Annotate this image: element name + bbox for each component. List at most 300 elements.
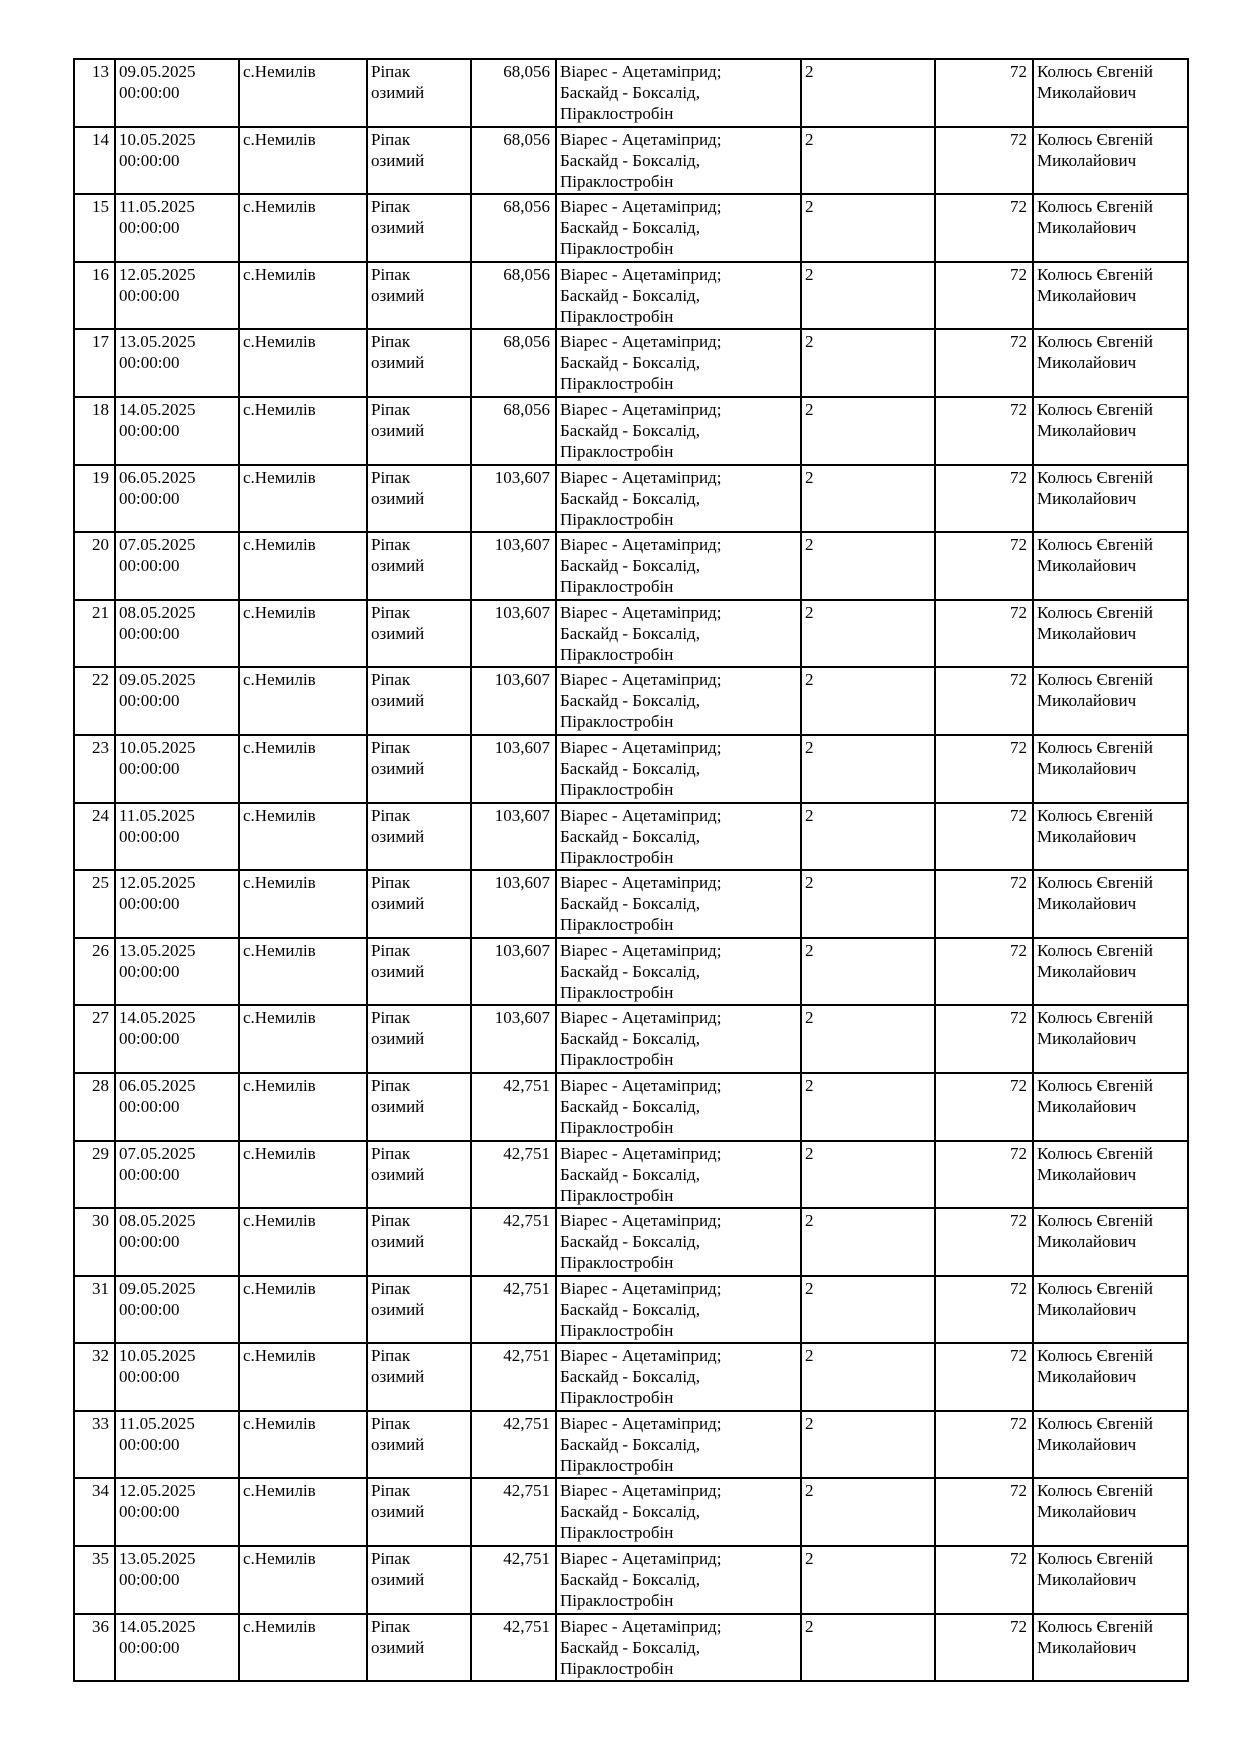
- product-line: Баскайд - Боксалід,: [560, 1096, 700, 1116]
- product-line: Віарес - Ацетаміприд;: [560, 1346, 722, 1366]
- cell-responsible-person: Колюсь Євгеній Миколайович: [1033, 397, 1188, 465]
- table-row: [74, 938, 1188, 1006]
- product-line: Баскайд - Боксалід,: [560, 353, 700, 373]
- product-line: Баскайд - Боксалід,: [560, 1164, 700, 1184]
- cell-responsible-person: Колюсь Євгеній Миколайович: [1033, 938, 1188, 1006]
- table-row: [74, 397, 1188, 465]
- product-line: Віарес - Ацетаміприд;: [560, 1075, 722, 1095]
- table-row: [74, 1411, 1188, 1479]
- product-line: Баскайд - Боксалід,: [560, 1434, 700, 1454]
- table-row: [74, 667, 1188, 735]
- cell-date: 14.05.2025 00:00:00: [115, 397, 239, 465]
- cell-settlement: с.Немилів: [239, 1546, 367, 1614]
- product-line: Віарес - Ацетаміприд;: [560, 1549, 722, 1569]
- product-line: Віарес - Ацетаміприд;: [560, 264, 722, 284]
- cell-quantity: 2: [801, 803, 935, 871]
- cell-responsible-person: Колюсь Євгеній Миколайович: [1033, 1411, 1188, 1479]
- cell-code-value: 72: [935, 465, 1033, 533]
- cell-crop: Ріпак озимий: [367, 127, 471, 195]
- product-line: Баскайд - Боксалід,: [560, 218, 700, 238]
- cell-code-value: 72: [935, 870, 1033, 938]
- cell-row-number: 25: [74, 870, 115, 938]
- cell-crop: Ріпак озимий: [367, 329, 471, 397]
- cell-row-number: 14: [74, 127, 115, 195]
- table-row: [74, 262, 1188, 330]
- product-line: Піраклостробін: [560, 1253, 674, 1273]
- cell-responsible-person: Колюсь Євгеній Миколайович: [1033, 1343, 1188, 1411]
- cell-date: 12.05.2025 00:00:00: [115, 262, 239, 330]
- table-row: [74, 194, 1188, 262]
- table-row: [74, 600, 1188, 668]
- cell-responsible-person: Колюсь Євгеній Миколайович: [1033, 262, 1188, 330]
- product-line: Віарес - Ацетаміприд;: [560, 1616, 722, 1636]
- product-line: Віарес - Ацетаміприд;: [560, 332, 722, 352]
- product-line: Віарес - Ацетаміприд;: [560, 1278, 722, 1298]
- cell-row-number: 29: [74, 1141, 115, 1209]
- cell-settlement: с.Немилів: [239, 397, 367, 465]
- cell-quantity: 2: [801, 1276, 935, 1344]
- cell-date: 09.05.2025 00:00:00: [115, 59, 239, 127]
- spray-log-table: [73, 58, 1189, 1682]
- cell-settlement: с.Немилів: [239, 1478, 367, 1546]
- cell-code-value: 72: [935, 1411, 1033, 1479]
- cell-date: 14.05.2025 00:00:00: [115, 1614, 239, 1682]
- cell-quantity: 2: [801, 59, 935, 127]
- cell-area-value: 68,056: [471, 262, 556, 330]
- cell-area-value: 103,607: [471, 803, 556, 871]
- table-row: [74, 59, 1188, 127]
- cell-area-value: 103,607: [471, 938, 556, 1006]
- cell-responsible-person: Колюсь Євгеній Миколайович: [1033, 1614, 1188, 1682]
- cell-row-number: 18: [74, 397, 115, 465]
- product-line: Баскайд - Боксалід,: [560, 556, 700, 576]
- cell-code-value: 72: [935, 397, 1033, 465]
- cell-products: [556, 397, 801, 465]
- cell-products: [556, 1073, 801, 1141]
- cell-products: [556, 329, 801, 397]
- product-line: Піраклостробін: [560, 1658, 674, 1678]
- product-line: Баскайд - Боксалід,: [560, 623, 700, 643]
- cell-settlement: с.Немилів: [239, 194, 367, 262]
- product-line: Піраклостробін: [560, 982, 674, 1002]
- cell-quantity: 2: [801, 1478, 935, 1546]
- cell-date: 12.05.2025 00:00:00: [115, 1478, 239, 1546]
- cell-responsible-person: Колюсь Євгеній Миколайович: [1033, 870, 1188, 938]
- table-body: [74, 59, 1188, 1681]
- cell-row-number: 27: [74, 1005, 115, 1073]
- cell-crop: Ріпак озимий: [367, 1276, 471, 1344]
- cell-quantity: 2: [801, 329, 935, 397]
- cell-settlement: с.Немилів: [239, 735, 367, 803]
- cell-code-value: 72: [935, 1276, 1033, 1344]
- cell-settlement: с.Немилів: [239, 938, 367, 1006]
- product-line: Баскайд - Боксалід,: [560, 894, 700, 914]
- cell-code-value: 72: [935, 262, 1033, 330]
- cell-responsible-person: Колюсь Євгеній Миколайович: [1033, 735, 1188, 803]
- cell-responsible-person: Колюсь Євгеній Миколайович: [1033, 194, 1188, 262]
- cell-products: [556, 1208, 801, 1276]
- cell-crop: Ріпак озимий: [367, 803, 471, 871]
- product-line: Баскайд - Боксалід,: [560, 1570, 700, 1590]
- product-line: Баскайд - Боксалід,: [560, 1029, 700, 1049]
- cell-area-value: 68,056: [471, 127, 556, 195]
- product-line: Піраклостробін: [560, 374, 674, 394]
- cell-crop: Ріпак озимий: [367, 1343, 471, 1411]
- cell-products: [556, 1546, 801, 1614]
- cell-area-value: 42,751: [471, 1208, 556, 1276]
- cell-responsible-person: Колюсь Євгеній Миколайович: [1033, 1208, 1188, 1276]
- cell-row-number: 16: [74, 262, 115, 330]
- table-row: [74, 465, 1188, 533]
- cell-date: 10.05.2025 00:00:00: [115, 735, 239, 803]
- cell-responsible-person: Колюсь Євгеній Миколайович: [1033, 1141, 1188, 1209]
- cell-area-value: 103,607: [471, 465, 556, 533]
- cell-settlement: с.Немилів: [239, 59, 367, 127]
- cell-crop: Ріпак озимий: [367, 1141, 471, 1209]
- cell-code-value: 72: [935, 667, 1033, 735]
- cell-responsible-person: Колюсь Євгеній Миколайович: [1033, 59, 1188, 127]
- cell-date: 13.05.2025 00:00:00: [115, 329, 239, 397]
- cell-crop: Ріпак озимий: [367, 1546, 471, 1614]
- cell-crop: Ріпак озимий: [367, 532, 471, 600]
- cell-date: 09.05.2025 00:00:00: [115, 1276, 239, 1344]
- cell-quantity: 2: [801, 1411, 935, 1479]
- cell-area-value: 68,056: [471, 194, 556, 262]
- cell-responsible-person: Колюсь Євгеній Миколайович: [1033, 1546, 1188, 1614]
- cell-responsible-person: Колюсь Євгеній Миколайович: [1033, 1276, 1188, 1344]
- cell-date: 08.05.2025 00:00:00: [115, 600, 239, 668]
- product-line: Піраклостробін: [560, 779, 674, 799]
- cell-area-value: 42,751: [471, 1614, 556, 1682]
- cell-date: 10.05.2025 00:00:00: [115, 127, 239, 195]
- product-line: Баскайд - Боксалід,: [560, 826, 700, 846]
- cell-date: 11.05.2025 00:00:00: [115, 194, 239, 262]
- cell-date: 12.05.2025 00:00:00: [115, 870, 239, 938]
- table-row: [74, 803, 1188, 871]
- table-row: [74, 1073, 1188, 1141]
- table-row: [74, 735, 1188, 803]
- cell-products: [556, 1411, 801, 1479]
- cell-responsible-person: Колюсь Євгеній Миколайович: [1033, 1005, 1188, 1073]
- cell-crop: Ріпак озимий: [367, 397, 471, 465]
- cell-responsible-person: Колюсь Євгеній Миколайович: [1033, 667, 1188, 735]
- cell-code-value: 72: [935, 1614, 1033, 1682]
- cell-code-value: 72: [935, 735, 1033, 803]
- cell-date: 10.05.2025 00:00:00: [115, 1343, 239, 1411]
- cell-area-value: 42,751: [471, 1343, 556, 1411]
- product-line: Піраклостробін: [560, 847, 674, 867]
- cell-row-number: 23: [74, 735, 115, 803]
- cell-date: 13.05.2025 00:00:00: [115, 1546, 239, 1614]
- table-row: [74, 1005, 1188, 1073]
- cell-row-number: 34: [74, 1478, 115, 1546]
- product-line: Віарес - Ацетаміприд;: [560, 535, 722, 555]
- cell-row-number: 22: [74, 667, 115, 735]
- cell-code-value: 72: [935, 329, 1033, 397]
- cell-settlement: с.Немилів: [239, 1208, 367, 1276]
- table-row: [74, 1478, 1188, 1546]
- cell-code-value: 72: [935, 1208, 1033, 1276]
- cell-row-number: 31: [74, 1276, 115, 1344]
- cell-date: 13.05.2025 00:00:00: [115, 938, 239, 1006]
- table-row: [74, 1343, 1188, 1411]
- cell-products: [556, 1343, 801, 1411]
- cell-area-value: 68,056: [471, 59, 556, 127]
- cell-quantity: 2: [801, 667, 935, 735]
- cell-row-number: 13: [74, 59, 115, 127]
- product-line: Віарес - Ацетаміприд;: [560, 737, 722, 757]
- product-line: Баскайд - Боксалід,: [560, 285, 700, 305]
- cell-settlement: с.Немилів: [239, 329, 367, 397]
- cell-area-value: 42,751: [471, 1546, 556, 1614]
- product-line: Віарес - Ацетаміприд;: [560, 1143, 722, 1163]
- product-line: Баскайд - Боксалід,: [560, 1637, 700, 1657]
- product-line: Баскайд - Боксалід,: [560, 1299, 700, 1319]
- product-line: Віарес - Ацетаміприд;: [560, 873, 722, 893]
- cell-code-value: 72: [935, 59, 1033, 127]
- cell-crop: Ріпак озимий: [367, 735, 471, 803]
- cell-quantity: 2: [801, 532, 935, 600]
- cell-products: [556, 127, 801, 195]
- cell-settlement: с.Немилів: [239, 667, 367, 735]
- table-row: [74, 127, 1188, 195]
- product-line: Баскайд - Боксалід,: [560, 1232, 700, 1252]
- cell-row-number: 32: [74, 1343, 115, 1411]
- cell-settlement: с.Немилів: [239, 1343, 367, 1411]
- product-line: Баскайд - Боксалід,: [560, 1367, 700, 1387]
- cell-code-value: 72: [935, 803, 1033, 871]
- cell-row-number: 35: [74, 1546, 115, 1614]
- cell-crop: Ріпак озимий: [367, 262, 471, 330]
- cell-area-value: 42,751: [471, 1073, 556, 1141]
- product-line: Піраклостробін: [560, 1388, 674, 1408]
- cell-row-number: 15: [74, 194, 115, 262]
- cell-products: [556, 938, 801, 1006]
- cell-crop: Ріпак озимий: [367, 194, 471, 262]
- cell-settlement: с.Немилів: [239, 1614, 367, 1682]
- cell-row-number: 17: [74, 329, 115, 397]
- cell-quantity: 2: [801, 735, 935, 803]
- cell-products: [556, 1478, 801, 1546]
- product-line: Піраклостробін: [560, 1591, 674, 1611]
- cell-area-value: 68,056: [471, 329, 556, 397]
- product-line: Віарес - Ацетаміприд;: [560, 467, 722, 487]
- cell-responsible-person: Колюсь Євгеній Миколайович: [1033, 803, 1188, 871]
- cell-quantity: 2: [801, 1073, 935, 1141]
- product-line: Віарес - Ацетаміприд;: [560, 1008, 722, 1028]
- cell-date: 14.05.2025 00:00:00: [115, 1005, 239, 1073]
- cell-crop: Ріпак озимий: [367, 1614, 471, 1682]
- cell-settlement: с.Немилів: [239, 1276, 367, 1344]
- cell-area-value: 103,607: [471, 532, 556, 600]
- cell-products: [556, 600, 801, 668]
- product-line: Піраклостробін: [560, 1185, 674, 1205]
- cell-quantity: 2: [801, 1546, 935, 1614]
- product-line: Віарес - Ацетаміприд;: [560, 1481, 722, 1501]
- product-line: Віарес - Ацетаміприд;: [560, 1211, 722, 1231]
- cell-code-value: 72: [935, 938, 1033, 1006]
- cell-row-number: 20: [74, 532, 115, 600]
- cell-date: 06.05.2025 00:00:00: [115, 1073, 239, 1141]
- cell-settlement: с.Немилів: [239, 600, 367, 668]
- cell-date: 09.05.2025 00:00:00: [115, 667, 239, 735]
- cell-date: 07.05.2025 00:00:00: [115, 1141, 239, 1209]
- cell-code-value: 72: [935, 1546, 1033, 1614]
- product-line: Піраклостробін: [560, 441, 674, 461]
- cell-settlement: с.Немилів: [239, 1411, 367, 1479]
- product-line: Баскайд - Боксалід,: [560, 488, 700, 508]
- cell-products: [556, 194, 801, 262]
- product-line: Баскайд - Боксалід,: [560, 1502, 700, 1522]
- cell-quantity: 2: [801, 465, 935, 533]
- cell-products: [556, 1614, 801, 1682]
- product-line: Баскайд - Боксалід,: [560, 83, 700, 102]
- table-row: [74, 1276, 1188, 1344]
- product-line: Віарес - Ацетаміприд;: [560, 399, 722, 419]
- cell-row-number: 21: [74, 600, 115, 668]
- cell-quantity: 2: [801, 1005, 935, 1073]
- product-line: Піраклостробін: [560, 1455, 674, 1475]
- cell-row-number: 19: [74, 465, 115, 533]
- cell-settlement: с.Немилів: [239, 127, 367, 195]
- product-line: Піраклостробін: [560, 1117, 674, 1137]
- product-line: Піраклостробін: [560, 171, 674, 191]
- table-row: [74, 329, 1188, 397]
- product-line: Баскайд - Боксалід,: [560, 758, 700, 778]
- table-row: [74, 1614, 1188, 1682]
- product-line: Віарес - Ацетаміприд;: [560, 670, 722, 690]
- cell-date: 08.05.2025 00:00:00: [115, 1208, 239, 1276]
- cell-date: 07.05.2025 00:00:00: [115, 532, 239, 600]
- cell-settlement: с.Немилів: [239, 1073, 367, 1141]
- cell-quantity: 2: [801, 262, 935, 330]
- cell-quantity: 2: [801, 870, 935, 938]
- cell-products: [556, 667, 801, 735]
- cell-area-value: 42,751: [471, 1411, 556, 1479]
- table-row: [74, 1546, 1188, 1614]
- cell-code-value: 72: [935, 1005, 1033, 1073]
- product-line: Піраклостробін: [560, 104, 674, 123]
- cell-row-number: 36: [74, 1614, 115, 1682]
- cell-products: [556, 465, 801, 533]
- product-line: Піраклостробін: [560, 1320, 674, 1340]
- product-line: Баскайд - Боксалід,: [560, 961, 700, 981]
- cell-quantity: 2: [801, 127, 935, 195]
- cell-crop: Ріпак озимий: [367, 870, 471, 938]
- cell-settlement: с.Немилів: [239, 465, 367, 533]
- cell-area-value: 103,607: [471, 870, 556, 938]
- cell-code-value: 72: [935, 127, 1033, 195]
- cell-responsible-person: Колюсь Євгеній Миколайович: [1033, 1073, 1188, 1141]
- cell-area-value: 42,751: [471, 1141, 556, 1209]
- cell-quantity: 2: [801, 1614, 935, 1682]
- product-line: Піраклостробін: [560, 712, 674, 732]
- cell-row-number: 24: [74, 803, 115, 871]
- cell-quantity: 2: [801, 600, 935, 668]
- cell-area-value: 42,751: [471, 1478, 556, 1546]
- cell-code-value: 72: [935, 532, 1033, 600]
- product-line: Піраклостробін: [560, 306, 674, 326]
- cell-products: [556, 1141, 801, 1209]
- product-line: Віарес - Ацетаміприд;: [560, 62, 722, 81]
- cell-row-number: 28: [74, 1073, 115, 1141]
- cell-crop: Ріпак озимий: [367, 1208, 471, 1276]
- cell-settlement: с.Немилів: [239, 262, 367, 330]
- cell-area-value: 42,751: [471, 1276, 556, 1344]
- cell-products: [556, 532, 801, 600]
- cell-settlement: с.Немилів: [239, 532, 367, 600]
- product-line: Віарес - Ацетаміприд;: [560, 940, 722, 960]
- cell-crop: Ріпак озимий: [367, 600, 471, 668]
- cell-responsible-person: Колюсь Євгеній Миколайович: [1033, 465, 1188, 533]
- cell-products: [556, 870, 801, 938]
- cell-area-value: 68,056: [471, 397, 556, 465]
- cell-code-value: 72: [935, 1343, 1033, 1411]
- cell-products: [556, 735, 801, 803]
- cell-settlement: с.Немилів: [239, 1141, 367, 1209]
- cell-date: 11.05.2025 00:00:00: [115, 803, 239, 871]
- cell-crop: Ріпак озимий: [367, 667, 471, 735]
- cell-products: [556, 59, 801, 127]
- cell-code-value: 72: [935, 1073, 1033, 1141]
- product-line: Піраклостробін: [560, 644, 674, 664]
- cell-date: 06.05.2025 00:00:00: [115, 465, 239, 533]
- product-line: Баскайд - Боксалід,: [560, 150, 700, 170]
- cell-area-value: 103,607: [471, 735, 556, 803]
- cell-code-value: 72: [935, 1141, 1033, 1209]
- cell-products: [556, 1276, 801, 1344]
- cell-crop: Ріпак озимий: [367, 1411, 471, 1479]
- product-line: Віарес - Ацетаміприд;: [560, 1413, 722, 1433]
- cell-products: [556, 262, 801, 330]
- cell-responsible-person: Колюсь Євгеній Миколайович: [1033, 600, 1188, 668]
- table-row: [74, 532, 1188, 600]
- product-line: Баскайд - Боксалід,: [560, 420, 700, 440]
- product-line: Піраклостробін: [560, 1050, 674, 1070]
- cell-settlement: с.Немилів: [239, 803, 367, 871]
- table-row: [74, 1141, 1188, 1209]
- cell-date: 11.05.2025 00:00:00: [115, 1411, 239, 1479]
- product-line: Піраклостробін: [560, 1523, 674, 1543]
- product-line: Віарес - Ацетаміприд;: [560, 129, 722, 149]
- product-line: Віарес - Ацетаміприд;: [560, 805, 722, 825]
- cell-responsible-person: Колюсь Євгеній Миколайович: [1033, 532, 1188, 600]
- cell-code-value: 72: [935, 194, 1033, 262]
- cell-area-value: 103,607: [471, 1005, 556, 1073]
- cell-products: [556, 803, 801, 871]
- cell-quantity: 2: [801, 1208, 935, 1276]
- cell-quantity: 2: [801, 938, 935, 1006]
- product-line: Піраклостробін: [560, 239, 674, 259]
- product-line: Піраклостробін: [560, 915, 674, 935]
- cell-crop: Ріпак озимий: [367, 1073, 471, 1141]
- cell-crop: Ріпак озимий: [367, 1005, 471, 1073]
- cell-crop: Ріпак озимий: [367, 465, 471, 533]
- cell-products: [556, 1005, 801, 1073]
- table-row: [74, 1208, 1188, 1276]
- cell-crop: Ріпак озимий: [367, 59, 471, 127]
- table-row: [74, 870, 1188, 938]
- cell-responsible-person: Колюсь Євгеній Миколайович: [1033, 127, 1188, 195]
- cell-code-value: 72: [935, 1478, 1033, 1546]
- product-line: Піраклостробін: [560, 509, 674, 529]
- cell-row-number: 30: [74, 1208, 115, 1276]
- product-line: Віарес - Ацетаміприд;: [560, 197, 722, 217]
- cell-responsible-person: Колюсь Євгеній Миколайович: [1033, 329, 1188, 397]
- product-line: Баскайд - Боксалід,: [560, 691, 700, 711]
- cell-row-number: 33: [74, 1411, 115, 1479]
- cell-row-number: 26: [74, 938, 115, 1006]
